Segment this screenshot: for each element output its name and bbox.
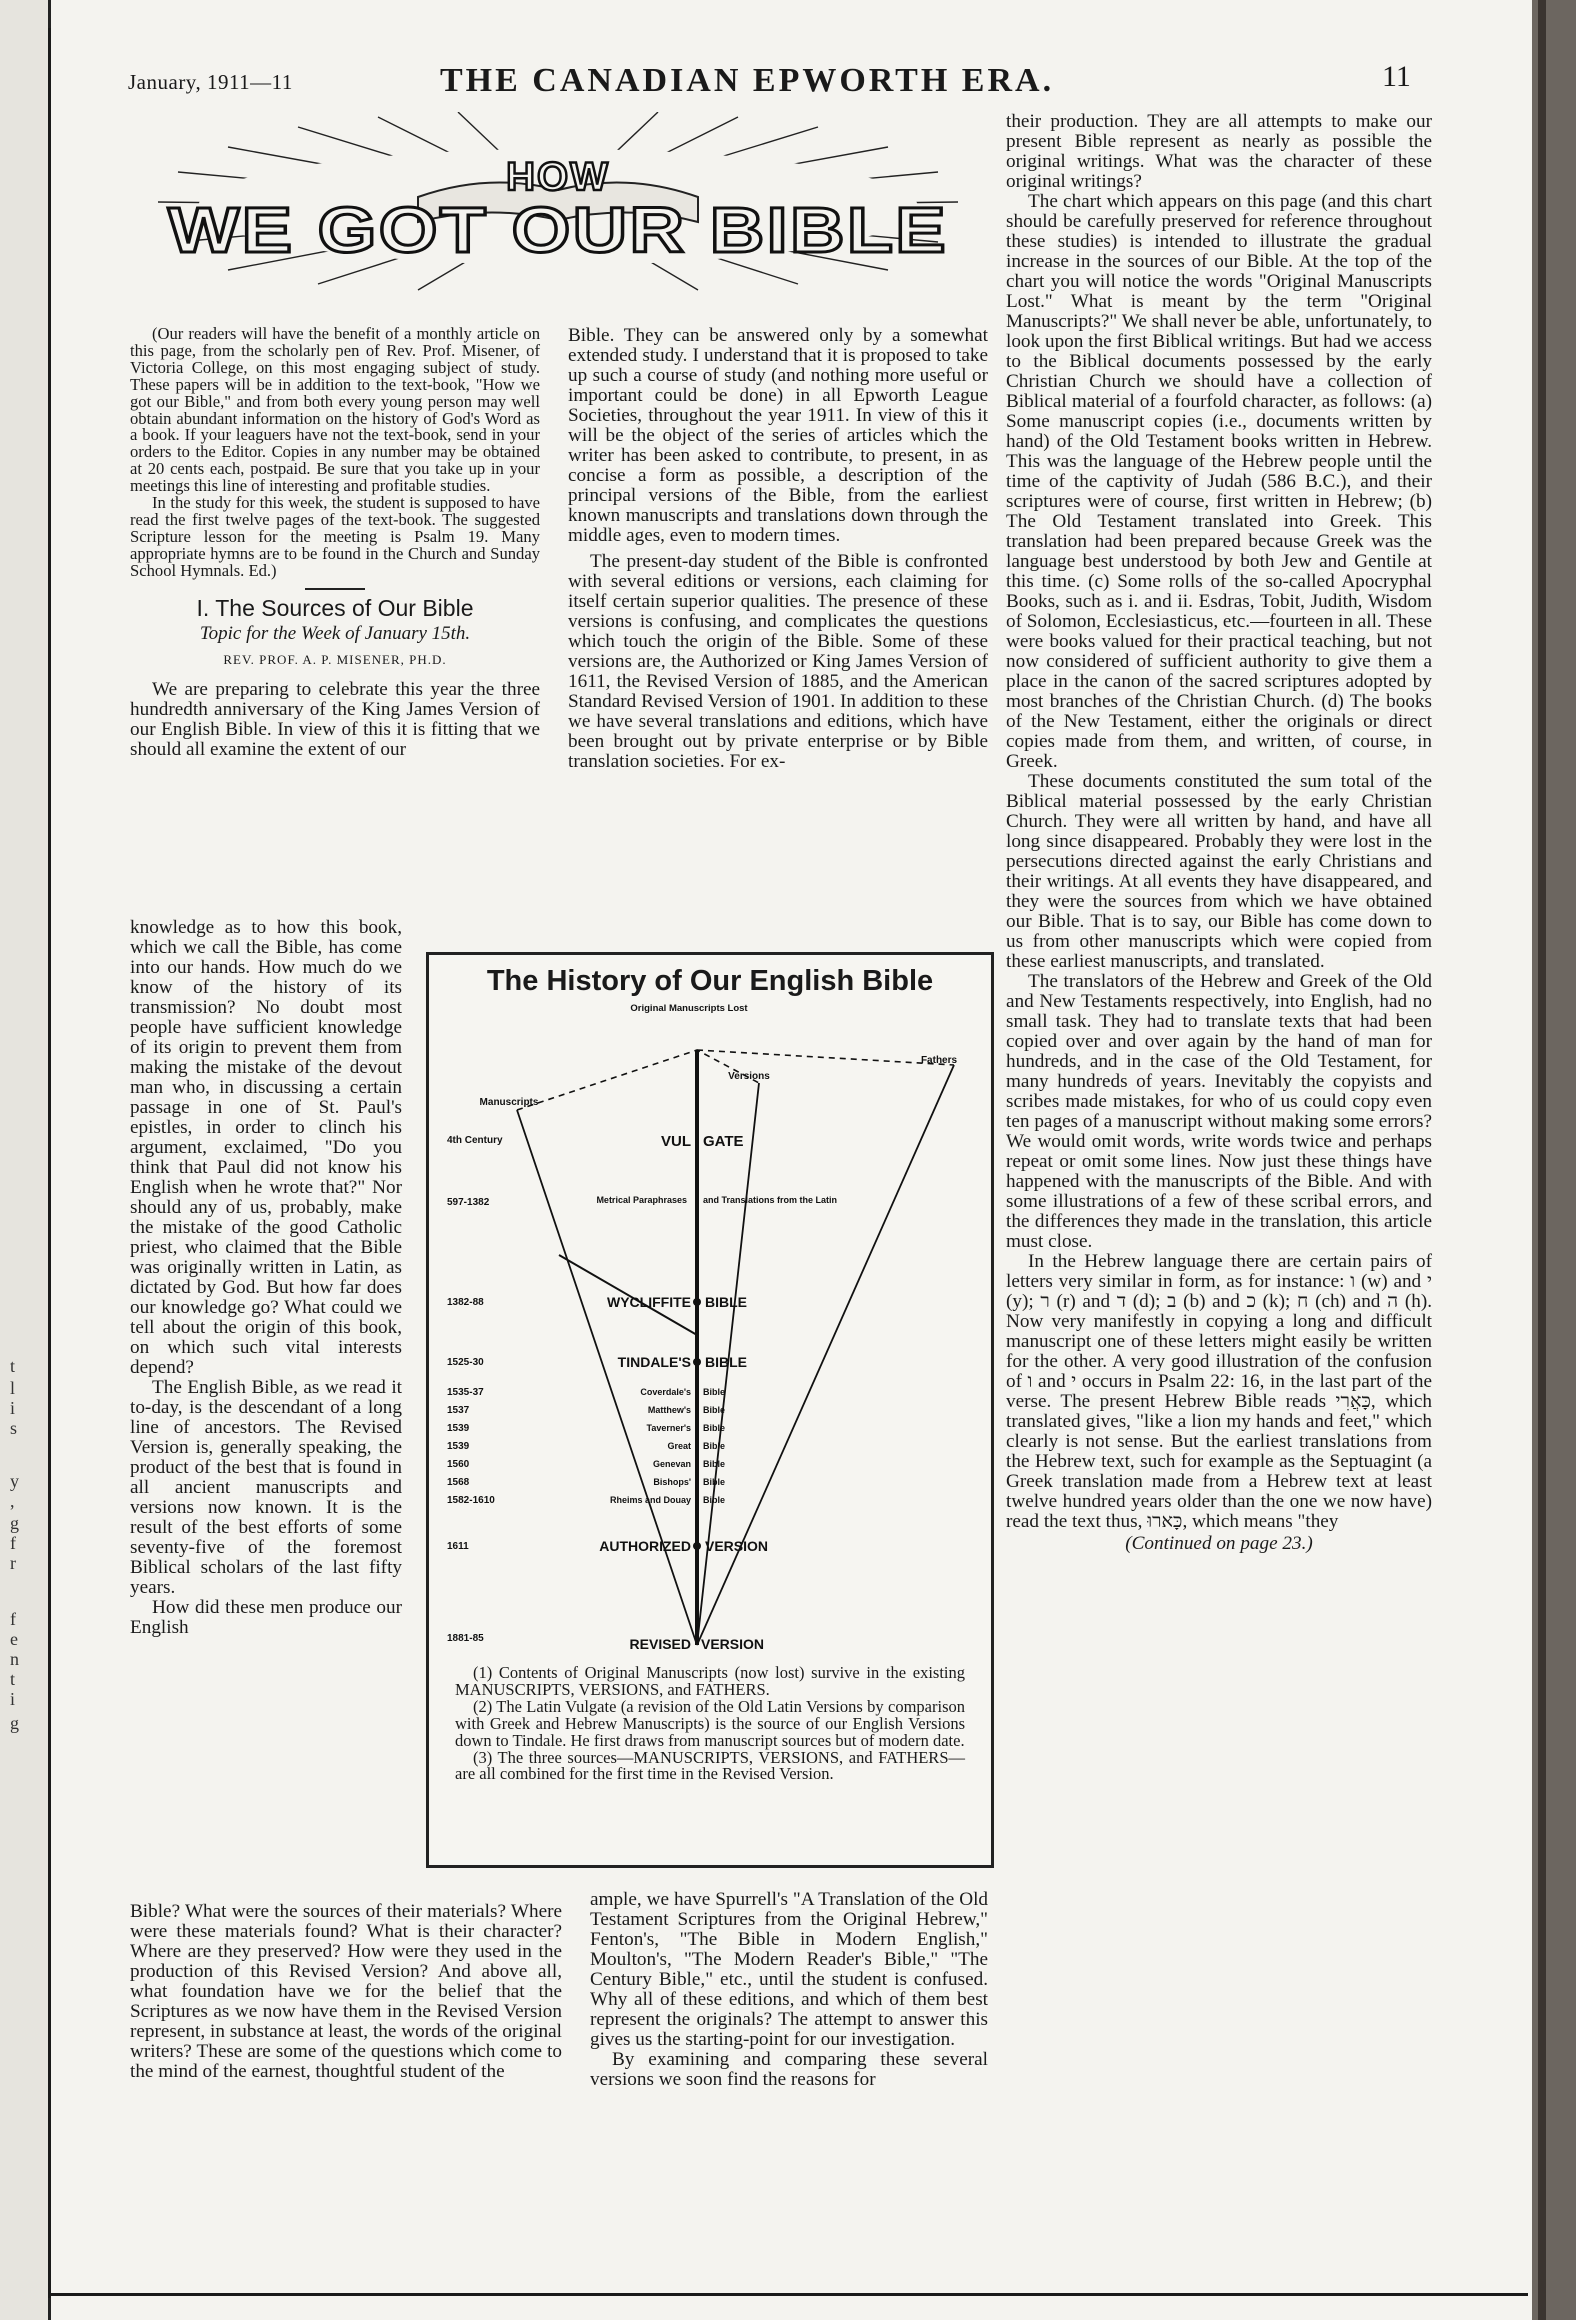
margin-fragment: s — [10, 1418, 18, 1438]
chart-date-label: 1881-85 — [447, 1633, 484, 1644]
revised-label-right: VERSION — [701, 1636, 765, 1652]
article-paragraph: In the Hebrew language there are certain pairs of letters very similar in form, as for instance: ו (w) and י (y); ר (r) and ד (d); ב (b) and כ (k); ח (ch) and ה (h). Now very manifestly in copying a long and difficult manuscript one of these letters might easily be written for the other. A very good illustration of the confusion of ו and י occurs in Psalm 22: 16, in the last part of the verse. The present Hebrew Bible reads כָּאֲרִי, which translated gives, "like a lion my hands and feet," which clearly is not sense. But the earliest translations from the Hebrew text, such for example as the Septuagint (a Greek translation made from a Hebrew text at least twelve hundred years older than the one we now have) read the text thus, כָּארוּ, which means "they — [1006, 1251, 1433, 1532]
banner-line-2: WE GOT OUR BIBLE — [168, 194, 948, 266]
article-paragraph: their production. They are all attempts to make our present Bible represent as nearly as possible the original writings. What was the character of these original writings? — [1006, 111, 1432, 192]
margin-fragment: e — [10, 1629, 18, 1649]
banner-line-1: HOW — [506, 155, 610, 199]
chart-top-label: Original Manuscripts Lost — [630, 1003, 748, 1014]
chart-date-label: 1539 — [447, 1423, 470, 1434]
chart-date-label: 1539 — [447, 1441, 470, 1452]
editor-note-continued: In the study for this week, the student is supposed to have read the first twelve pages of the text-book. The suggested Scripture lesson for the meeting is Psalm 19. Many appropriate hymns are to be found in the Church and Sunday School Hymnals. Ed.) — [130, 493, 540, 580]
masthead-title: THE CANADIAN EPWORTH ERA. — [440, 62, 1055, 99]
margin-fragment: y — [10, 1471, 19, 1491]
vulgate-label-right: GATE — [703, 1133, 744, 1150]
author-byline: REV. PROF. A. P. MISENER, PH.D. — [223, 651, 447, 667]
chart-date-label: 597-1382 — [447, 1197, 490, 1208]
latin-translations-label: and Translations from the Latin — [703, 1195, 838, 1205]
page-number: 11 — [1382, 60, 1411, 93]
history-chart-box — [426, 952, 994, 1868]
article-paragraph: These documents constituted the sum total of the Biblical material possessed by the early Christian Church. They were all written by hand, and have all long since disappeared. Probably they were lost in the persecutions directed against the early Christians and their writings. At all events they have disappeared, and they were the sources from which we have obtained our Bible. That is to say, our Bible has come down to us from other manuscripts which were copied from these earliest manuscripts, and translated. — [1006, 771, 1432, 972]
revised-label-left: REVISED — [629, 1636, 691, 1652]
column-2-bottom — [590, 1890, 988, 2090]
minor-version-bible: Bible — [703, 1387, 726, 1397]
minor-version-label: Taverner's — [646, 1423, 691, 1433]
how-we-got-our-bible-banner — [118, 112, 998, 292]
chart-date-label: 1568 — [447, 1477, 470, 1488]
tindale-label-left: TINDALE'S — [617, 1354, 691, 1370]
chart-legend-item: (3) The three sources—MANUSCRIPTS, VERSIONS, and FATHERS—are all combined for the first time in the Revised Version. — [455, 1747, 965, 1784]
margin-fragment: r — [10, 1553, 16, 1573]
column-1 — [130, 326, 540, 760]
article-paragraph: The present-day student of the Bible is confronted with several editions or versions, each claiming for itself certain superior qualities. The presence of these versions is confusing, and complicates the questions which touch the origin of the Bible. Some of these versions are, the Authorized or King James Version of 1611, the Revised Version of 1885, and the American Standard Revised Version of 1901. In addition to these we have several translations and editions, which have been brought out by private enterprise or by Bible translation societies. For ex- — [568, 551, 988, 772]
chart-date-label: 1382-88 — [447, 1297, 484, 1308]
margin-fragment: t — [10, 1356, 16, 1376]
margin-fragment: g — [10, 1513, 19, 1533]
section-heading: I. The Sources of Our Bible — [196, 594, 474, 621]
minor-version-label: Coverdale's — [640, 1387, 691, 1397]
book-spine-edge — [1532, 0, 1576, 2320]
column-1-narrow — [130, 918, 402, 1638]
versions-label: Versions — [728, 1071, 770, 1082]
topic-line: Topic for the Week of January 15th. — [199, 622, 471, 644]
metrical-paraphrases-label: Metrical Paraphrases — [596, 1195, 687, 1205]
chart-legend-item: (2) The Latin Vulgate (a revision of the Old Latin Versions by comparison with Greek and Hebrew Manuscripts) is the source of our English Versions down to Tindale. He first draws from manuscript sources but of modern date. — [455, 1696, 965, 1750]
manuscripts-branch-line — [517, 1110, 697, 1645]
margin-fragment: f — [10, 1533, 16, 1553]
article-paragraph: ample, we have Spurrell's "A Translation of the Old Testament Scriptures from the Original Hebrew," Fenton's, "The Bible in Modern English," Moulton's, "The Modern Reader's Bible," "The Century Bible," etc., until the student is confused. Why all of these editions, and which of them best represent the originals? The attempt to answer this gives us the starting-point for our investigation. — [590, 1889, 988, 2050]
editor-note: (Our readers will have the benefit of a monthly article on this page, from the scholarly pen of Rev. Prof. Misener, of Victoria College, on this most engaging subject of study. These papers will be in addition to the text-book, "How we got our Bible," and from both every young person may well obtain abundant information on the history of God's Word as a book. If your leaguers have not the text-book, send in your orders to the Editor. Copies in any number may be obtained at 20 cents each, postpaid. Be sure that you take up in your meetings this line of interesting and profitable studies. — [130, 324, 540, 496]
fathers-label: Fathers — [920, 1055, 958, 1066]
chart-legend — [455, 1665, 965, 1783]
article-paragraph: By examining and comparing these several versions we soon find the reasons for — [590, 2049, 988, 2090]
minor-version-bible: Bible — [703, 1423, 726, 1433]
tindale-label-right: BIBLE — [705, 1354, 747, 1370]
minor-version-bible: Bible — [703, 1459, 726, 1469]
previous-page-margin — [0, 0, 51, 2320]
minor-version-label: Rheims and Douay — [609, 1495, 691, 1505]
minor-version-bible: Bible — [703, 1441, 726, 1451]
wycliffite-label-right: BIBLE — [705, 1294, 747, 1310]
page-bottom-rule — [48, 2293, 1528, 2296]
lost-manuscripts-dashes — [517, 1050, 759, 1110]
authorized-label-right: VERSION — [705, 1538, 769, 1554]
article-paragraph: The English Bible, as we read it to-day, is the descendant of a long line of ancestors. The Revised Version is, generally speaking, the product of the best that is found in all ancient manuscripts and versions now known. It is the result of the best efforts of some seventy-five of the foremost Biblical scholars of the last fifty years. — [130, 1377, 402, 1598]
section-divider — [305, 588, 365, 590]
minor-version-label: Genevan — [652, 1459, 691, 1469]
article-paragraph: knowledge as to how this book, which we call the Bible, has come into our hands. How much do we know of the history of its transmission? No doubt most people have sufficient knowledge of its origin to prevent them from making the mistake of the devout man who, in discussing a certain passage in one of St. Paul's epistles, in order to clinch his argument, exclaimed, "Do you think that Paul did not know his English when he wrote that?" Nor should any of us, probably, make the mistake of the good Catholic priest, who claimed that the Bible was originally written in Latin, as dictated by God. But how far does our knowledge go? What could we tell about the origin of this book, on which such vital interests depend? — [130, 917, 402, 1378]
column-1-bottom — [130, 1902, 562, 2082]
margin-fragment: , — [10, 1491, 15, 1511]
chart-date-label: 1560 — [447, 1459, 470, 1470]
manuscripts-label: Manuscripts — [479, 1097, 539, 1108]
margin-fragment: i — [10, 1689, 16, 1709]
margin-fragment: g — [10, 1713, 19, 1733]
chart-date-label: 4th Century — [447, 1135, 503, 1146]
chart-title: The History of Our English Bible — [486, 965, 934, 997]
article-paragraph: We are preparing to celebrate this year the three hundredth anniversary of the King James Version of our English Bible. In view of this it is fitting that we should all examine the extent of our — [130, 678, 540, 760]
margin-fragment: l — [10, 1378, 16, 1398]
chart-date-label: 1525-30 — [447, 1357, 484, 1368]
wycliffite-label-left: WYCLIFFITE — [607, 1294, 691, 1310]
chart-date-label: 1611 — [447, 1541, 469, 1552]
article-paragraph: Bible? What were the sources of their materials? Where were these materials found? What is their character? Where are they preserved? How were they used in the production of this Revised Version? And above all, what foundation have we for the belief that the Scriptures as we now have them in the Revised Version represent, in substance at least, the words of the original writers? These are some of the questions which come to the mind of the earnest, thoughtful student of the — [130, 1901, 562, 2082]
article-paragraph: How did these men produce our English — [130, 1597, 402, 1638]
page-left-rule — [48, 28, 51, 2298]
minor-version-bible: Bible — [703, 1477, 726, 1487]
minor-version-bible: Bible — [703, 1405, 726, 1415]
article-paragraph: Bible. They can be answered only by a somewhat extended study. I understand that it is proposed to take up such a course of study (and nothing more useful or important could be done) in all Epworth League Societies, throughout the year 1911. In view of this it will be the object of the series of articles which the writer has been asked to contribute, to present, in as concise a form as possible, a description of the principal versions of the Bible, from the earliest known manuscripts and translations down through the middle ages, even to modern times. — [568, 325, 988, 546]
article-paragraph: The translators of the Hebrew and Greek of the Old and New Testaments respectively, into English, had no small task. They had to translate texts that had been copied over and over again by the hand of man for hundreds, and in the case of the Old Testament, for many hundreds of years. Inevitably the copyists and scribes made mistakes, for who of us could copy even ten pages of a manuscript without making some errors? We would omit words, write words twice and perhaps repeat or omit some lines. Now just these things have happened with the manuscripts of the Bible. And with some illustrations of a few of these scribal errors, and the differences they made in the translation, this article must close. — [1006, 971, 1432, 1252]
authorized-label-left: AUTHORIZED — [599, 1538, 691, 1554]
issue-date: January, 1911—11 — [128, 70, 293, 94]
minor-version-bible: Bible — [703, 1495, 726, 1505]
minor-version-label: Bishops' — [653, 1477, 691, 1487]
margin-fragment: i — [10, 1398, 16, 1418]
article-paragraph: The chart which appears on this page (and this chart should be carefully preserved for reference throughout these studies) is intended to illustrate the gradual increase in the sources of our Bible. At the top of the chart you will notice the words "Original Manuscripts Lost." What is meant by the term "Original Manuscripts?" We shall never be able, unfortunately, to look upon the first Biblical writings. But had we access to the Biblical documents possessed by the early Christian Church we should have a collection of Biblical material of a fourfold character, as follows: (a) Some manuscript copies (i.e., documents written by hand) of the Old Testament books written in Hebrew. This was the language of the Hebrew people until the time of the captivity of Judah (586 B.C.), and their scriptures were of course, first written in Hebrew; (b) The Old Testament translated into Greek. This translation had been prepared because Greek was the language best understood by both Jew and Gentile at this time. (c) Some rolls of the so-called Apocryphal Books, such as i. and ii. Esdras, Tobit, Judith, Wisdom of Solomon, Ecclesiasticus, etc.—fourteen in all. These were books valued for their practical teaching, but not now considered of sufficient authority to give them a place in the canon of the sacred scriptures adopted by most branches of the Christian Church. (d) The books of the New Testament, either the originals or direct copies made from them, and written, of course, in Greek. — [1006, 191, 1432, 772]
chart-date-label: 1537 — [447, 1405, 470, 1416]
continued-note: (Continued on page 23.) — [1125, 1533, 1313, 1554]
column-3 — [1006, 112, 1432, 1554]
margin-fragment: f — [10, 1609, 16, 1629]
chart-date-label: 1535-37 — [447, 1387, 484, 1398]
margin-fragment: t — [10, 1669, 16, 1689]
column-2 — [568, 326, 988, 772]
chart-date-label: 1582-1610 — [447, 1495, 495, 1506]
minor-version-label: Great — [667, 1441, 691, 1451]
margin-fragment: n — [10, 1649, 19, 1669]
vulgate-label-left: VUL — [661, 1133, 691, 1150]
chart-legend-item: (1) Contents of Original Manuscripts (now lost) survive in the existing MANUSCRIPTS, VERSIONS, and FATHERS. — [455, 1663, 965, 1699]
minor-version-label: Matthew's — [647, 1405, 691, 1415]
